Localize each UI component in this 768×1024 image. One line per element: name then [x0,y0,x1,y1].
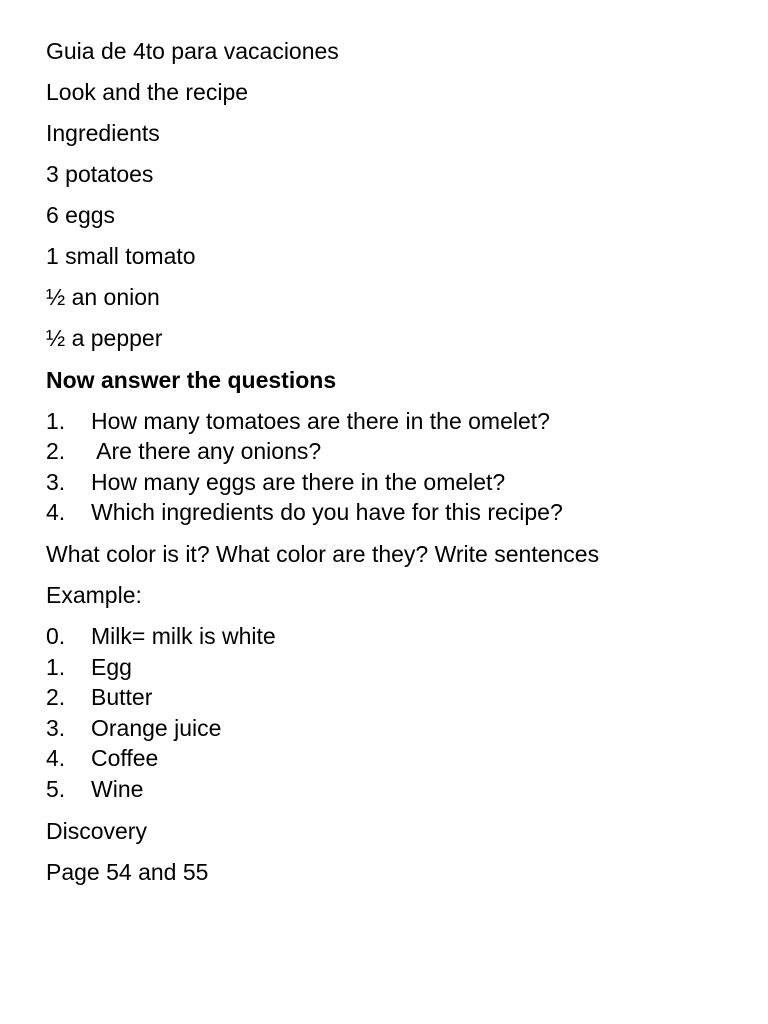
color-item-number: 0. [46,623,66,649]
question-item [46,498,563,526]
color-item [46,744,158,772]
color-item [46,653,132,681]
color-item [46,683,152,711]
ingredient-item: 3 potatoes [46,161,154,187]
ingredient-item: 1 small tomato [46,243,196,269]
question-text: Are there any onions? [91,438,322,464]
question-item [46,437,321,465]
color-item-number: 1. [46,654,66,680]
question-number: 1. [46,408,66,434]
color-item-text: Coffee [91,745,159,771]
color-item-number: 2. [46,684,66,710]
ingredient-item: 6 eggs [46,202,116,228]
instruction: Look and the recipe [46,79,249,105]
page-reference: Page 54 and 55 [46,859,209,885]
colors-instruction: What color is it? What color are they? Write sentences [46,541,600,567]
color-item [46,714,221,742]
color-item-number: 3. [46,715,66,741]
question-text: How many eggs are there in the omelet? [91,469,506,495]
question-item [46,407,550,435]
worksheet-title: Guia de 4to para vacaciones [46,38,339,64]
color-item [46,622,276,650]
example-label: Example: [46,582,142,608]
ingredients-heading: Ingredients [46,120,160,146]
question-number: 3. [46,469,66,495]
question-text: Which ingredients do you have for this recipe? [91,499,563,525]
question-text: How many tomatoes are there in the omelet? [91,408,550,434]
color-item-text: Egg [91,654,132,680]
book-name: Discovery [46,818,147,844]
question-item [46,468,505,496]
color-item-number: 4. [46,745,66,771]
color-item-text: Milk= milk is white [91,623,276,649]
ingredient-item: ½ an onion [46,284,160,310]
question-number: 4. [46,499,66,525]
color-item-number: 5. [46,776,66,802]
color-item-text: Orange juice [91,715,222,741]
color-item [46,775,143,803]
question-number: 2. [46,438,66,464]
color-item-text: Butter [91,684,153,710]
questions-heading: Now answer the questions [46,367,337,393]
color-item-text: Wine [91,776,144,802]
ingredient-item: ½ a pepper [46,325,163,351]
